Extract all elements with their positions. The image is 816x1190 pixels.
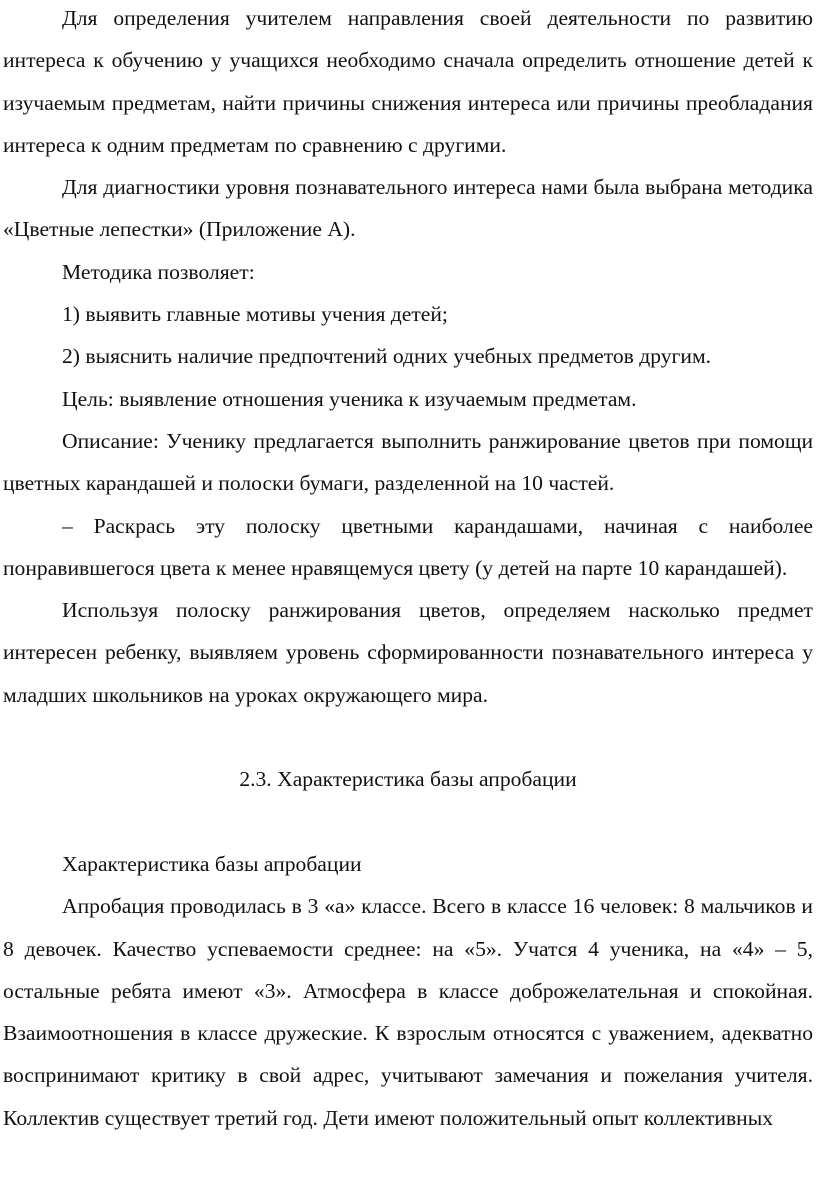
list-item-2: 2) выяснить наличие предпочтений одних учебных предметов другим. bbox=[62, 344, 712, 369]
subheading: Характеристика базы апробации bbox=[62, 851, 362, 876]
paragraph-method-choice: Для диагностики уровня познавательного интереса нами была выбрана методика «Цветные лепестки» (Приложение А). bbox=[3, 175, 813, 242]
paragraph-goal: Цель: выявление отношения ученика к изучаемым предметам. bbox=[62, 386, 637, 411]
blank-line bbox=[3, 716, 813, 758]
list-item-1: 1) выявить главные мотивы учения детей; bbox=[62, 302, 448, 327]
paragraph-approbation: Апробация проводилась в 3 «а» классе. Всего в классе 16 человек: 8 мальчиков и 8 девочек. Качество успеваемости среднее: на «5». Учатся 4 ученика, на «4» – 5, остальные ребята имеют «3». Атмосфера в классе доброжелательная и спокойная. Взаимоотношения в классе дружеские. К взрослым относятся с уважением, адекватно воспринимают критику в свой адрес, учитывают замечания и пожелания учителя. Коллектив существует третий год. Дети имеют положительный опыт коллективных bbox=[3, 894, 813, 1130]
paragraph-method-allows: Методика позволяет: bbox=[62, 259, 255, 284]
section-heading: 2.3. Характеристика базы апробации bbox=[239, 767, 577, 792]
paragraph-description: Описание: Ученику предлагается выполнить ранжирование цветов при помощи цветных карандашей и полоски бумаги, разделенной на 10 частей. bbox=[3, 428, 813, 496]
paragraph-instruction: – Раскрась эту полоску цветными карандашами, начиная с наиболее понравившегося цвета к менее нравящемуся цвету (у детей на парте 10 карандашей). bbox=[3, 513, 813, 580]
blank-line bbox=[3, 801, 813, 843]
paragraph-usage: Используя полоску ранжирования цветов, определяем насколько предмет интересен ребенку, выявляем уровень сформированности познавательного интереса у младших школьников на уроках окружающего мира. bbox=[3, 598, 813, 707]
paragraph-intro: Для определения учителем направления своей деятельности по развитию интереса к обучению у учащихся необходимо сначала определить отношение детей к изучаемым предметам, найти причины снижения интереса или причины преобладания интереса к одним предметам по сравнению с другими. bbox=[3, 6, 813, 157]
